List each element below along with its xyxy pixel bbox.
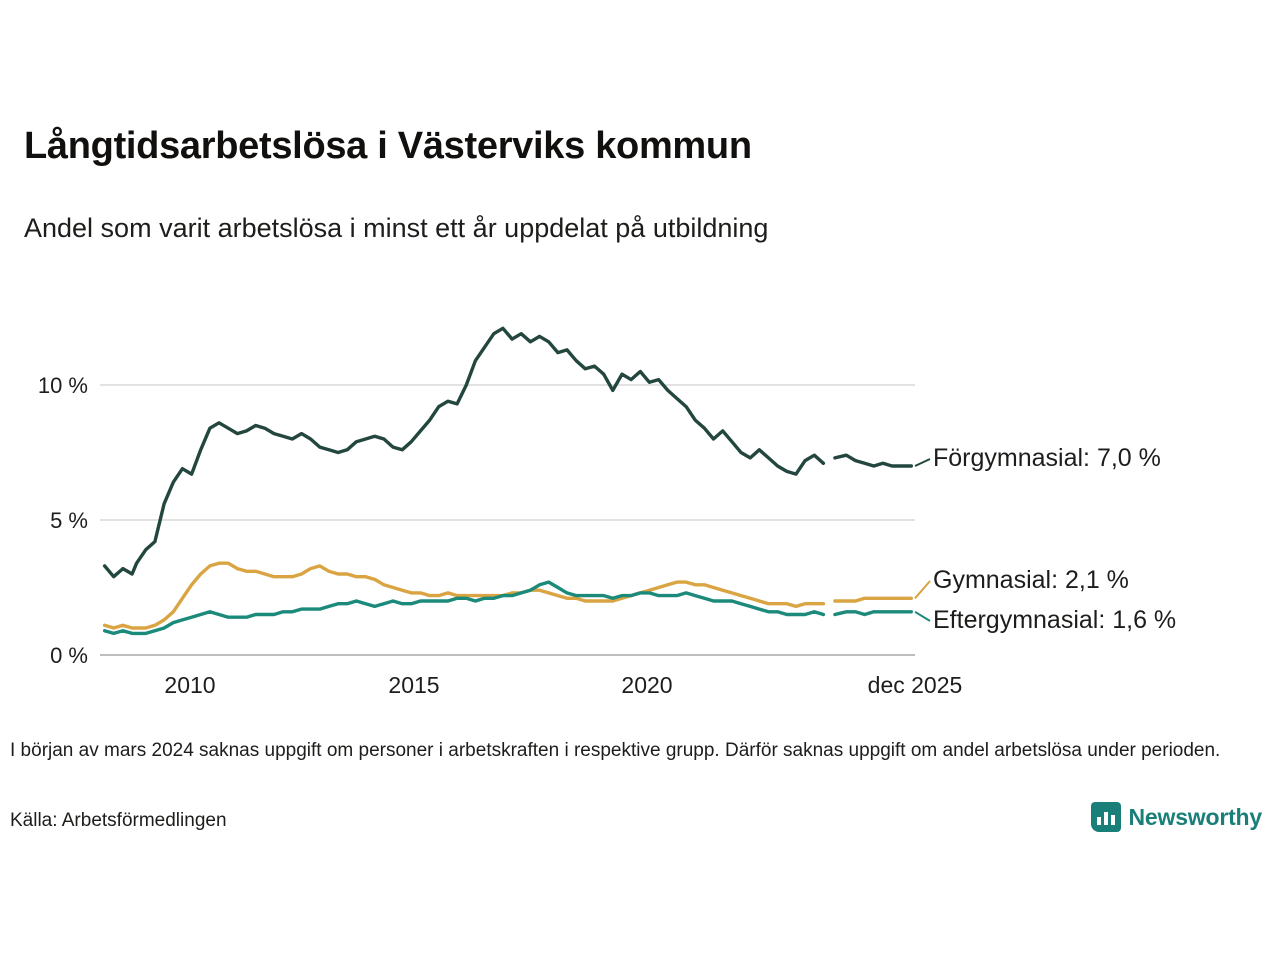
- bar-chart-icon: [1091, 802, 1121, 832]
- chart-svg: [0, 270, 1280, 700]
- x-tick-dec-2025: dec 2025: [867, 672, 963, 698]
- x-tick-2015: 2015: [388, 672, 440, 698]
- series-leader-lines: [915, 459, 930, 621]
- series-label-gymnasial: Gymnasial: 2,1 %: [933, 566, 1129, 594]
- leader-line-gymnasial: [915, 581, 930, 598]
- leader-line-forgymnasial: [915, 459, 930, 466]
- y-tick-0: 0 %: [50, 643, 88, 668]
- series-paths: [105, 328, 912, 633]
- chart-source: Källa: Arbetsförmedlingen: [10, 810, 227, 831]
- x-axis-ticks: [164, 672, 962, 698]
- series-line-gymnasial: [105, 563, 824, 628]
- line-chart: [0, 270, 1280, 700]
- series-line-forgymnasial-b: [835, 455, 911, 466]
- series-label-eftergymnasial: Eftergymnasial: 1,6 %: [933, 606, 1177, 634]
- series-line-gymnasial-b: [835, 598, 911, 601]
- logo-text: Newsworthy: [1128, 803, 1262, 830]
- y-tick-5: 5 %: [50, 508, 88, 533]
- series-labels: [933, 444, 1176, 634]
- x-tick-2010: 2010: [164, 672, 216, 698]
- series-line-eftergymnasial-b: [835, 612, 911, 615]
- series-label-forgymnasial: Förgymnasial: 7,0 %: [933, 444, 1161, 472]
- series-line-forgymnasial: [105, 328, 824, 576]
- y-tick-10: 10 %: [37, 373, 88, 398]
- chart-note: I början av mars 2024 saknas uppgift om personer i arbetskraften i respektive grupp. Därför saknas uppgift om andel arbetslösa under perioden.: [10, 740, 1221, 761]
- page-title: Långtidsarbetslösa i Västerviks kommun: [24, 125, 752, 167]
- y-axis-ticks: [38, 373, 88, 668]
- page-subtitle: Andel som varit arbetslösa i minst ett år uppdelat på utbildning: [24, 213, 769, 243]
- leader-line-eftergymnasial: [915, 612, 930, 621]
- newsworthy-logo: [1091, 802, 1262, 832]
- x-tick-2020: 2020: [621, 672, 673, 698]
